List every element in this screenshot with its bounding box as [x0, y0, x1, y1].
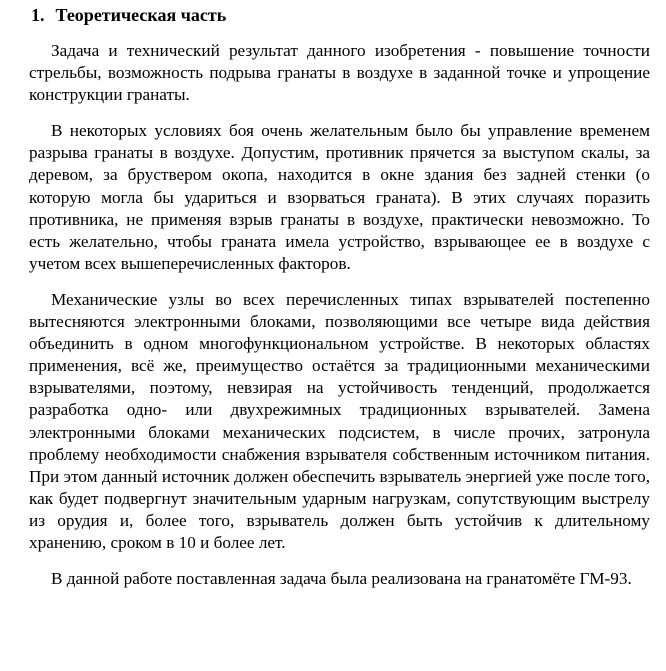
paragraph-mechanical-units: Механические узлы во всех перечисленных типах взрывателей постепенно вытесняются электронными блоками, позволяющими все четыре вида действия объединить в одном многофункциональном устройстве. В некоторых областях применения, всё же, преимущество остаётся за традиционными механическими взрывателями, поэтому, невзирая на устойчивость тенденций, продолжается разработка одно- или двухрежимных традиционных взрывателей. Замена электронными блоками механических подсистем, в числе прочих, затронула проблему необходимости снабжения взрывателя собственным источником питания. При этом данный источник должен обеспечить взрыватель энергией уже после того, как будет подвергнут значительным ударным нагрузкам, сопутствующим выстрелу из орудия и, более того, взрыватель должен быть устойчив к длительному хранению, сроком в 10 и более лет. — [29, 289, 650, 552]
paragraph-implementation: В данной работе поставленная задача была реализована на гранатомёте ГМ-93. — [51, 569, 632, 589]
paragraph-combat-conditions: В некоторых условиях боя очень желательным было бы управление временем разрыва гранаты в воздухе. Допустим, противник прячется за выступом скалы, за деревом, за бруствером окопа, находится в окне здания без задней стенки (о которую могла бы удариться и взорваться граната). В этих случаях поразить противника, не применяя взрыв гранаты в воздухе, практически невозможно. То есть желательно, чтобы граната имела устройство, взрывающее ее в воздухе с учетом всех вышеперечисленных факторов. — [29, 121, 650, 273]
section-number: 1. — [31, 5, 45, 25]
paragraph-task: Задача и технический результат данного изобретения - повышение точности стрельбы, возможность подрыва гранаты в воздухе в заданной точке и упрощение конструкции гранаты. — [29, 41, 650, 105]
section-heading — [29, 4, 650, 26]
section-title: Теоретическая часть — [55, 5, 227, 25]
document-page — [29, 0, 650, 590]
